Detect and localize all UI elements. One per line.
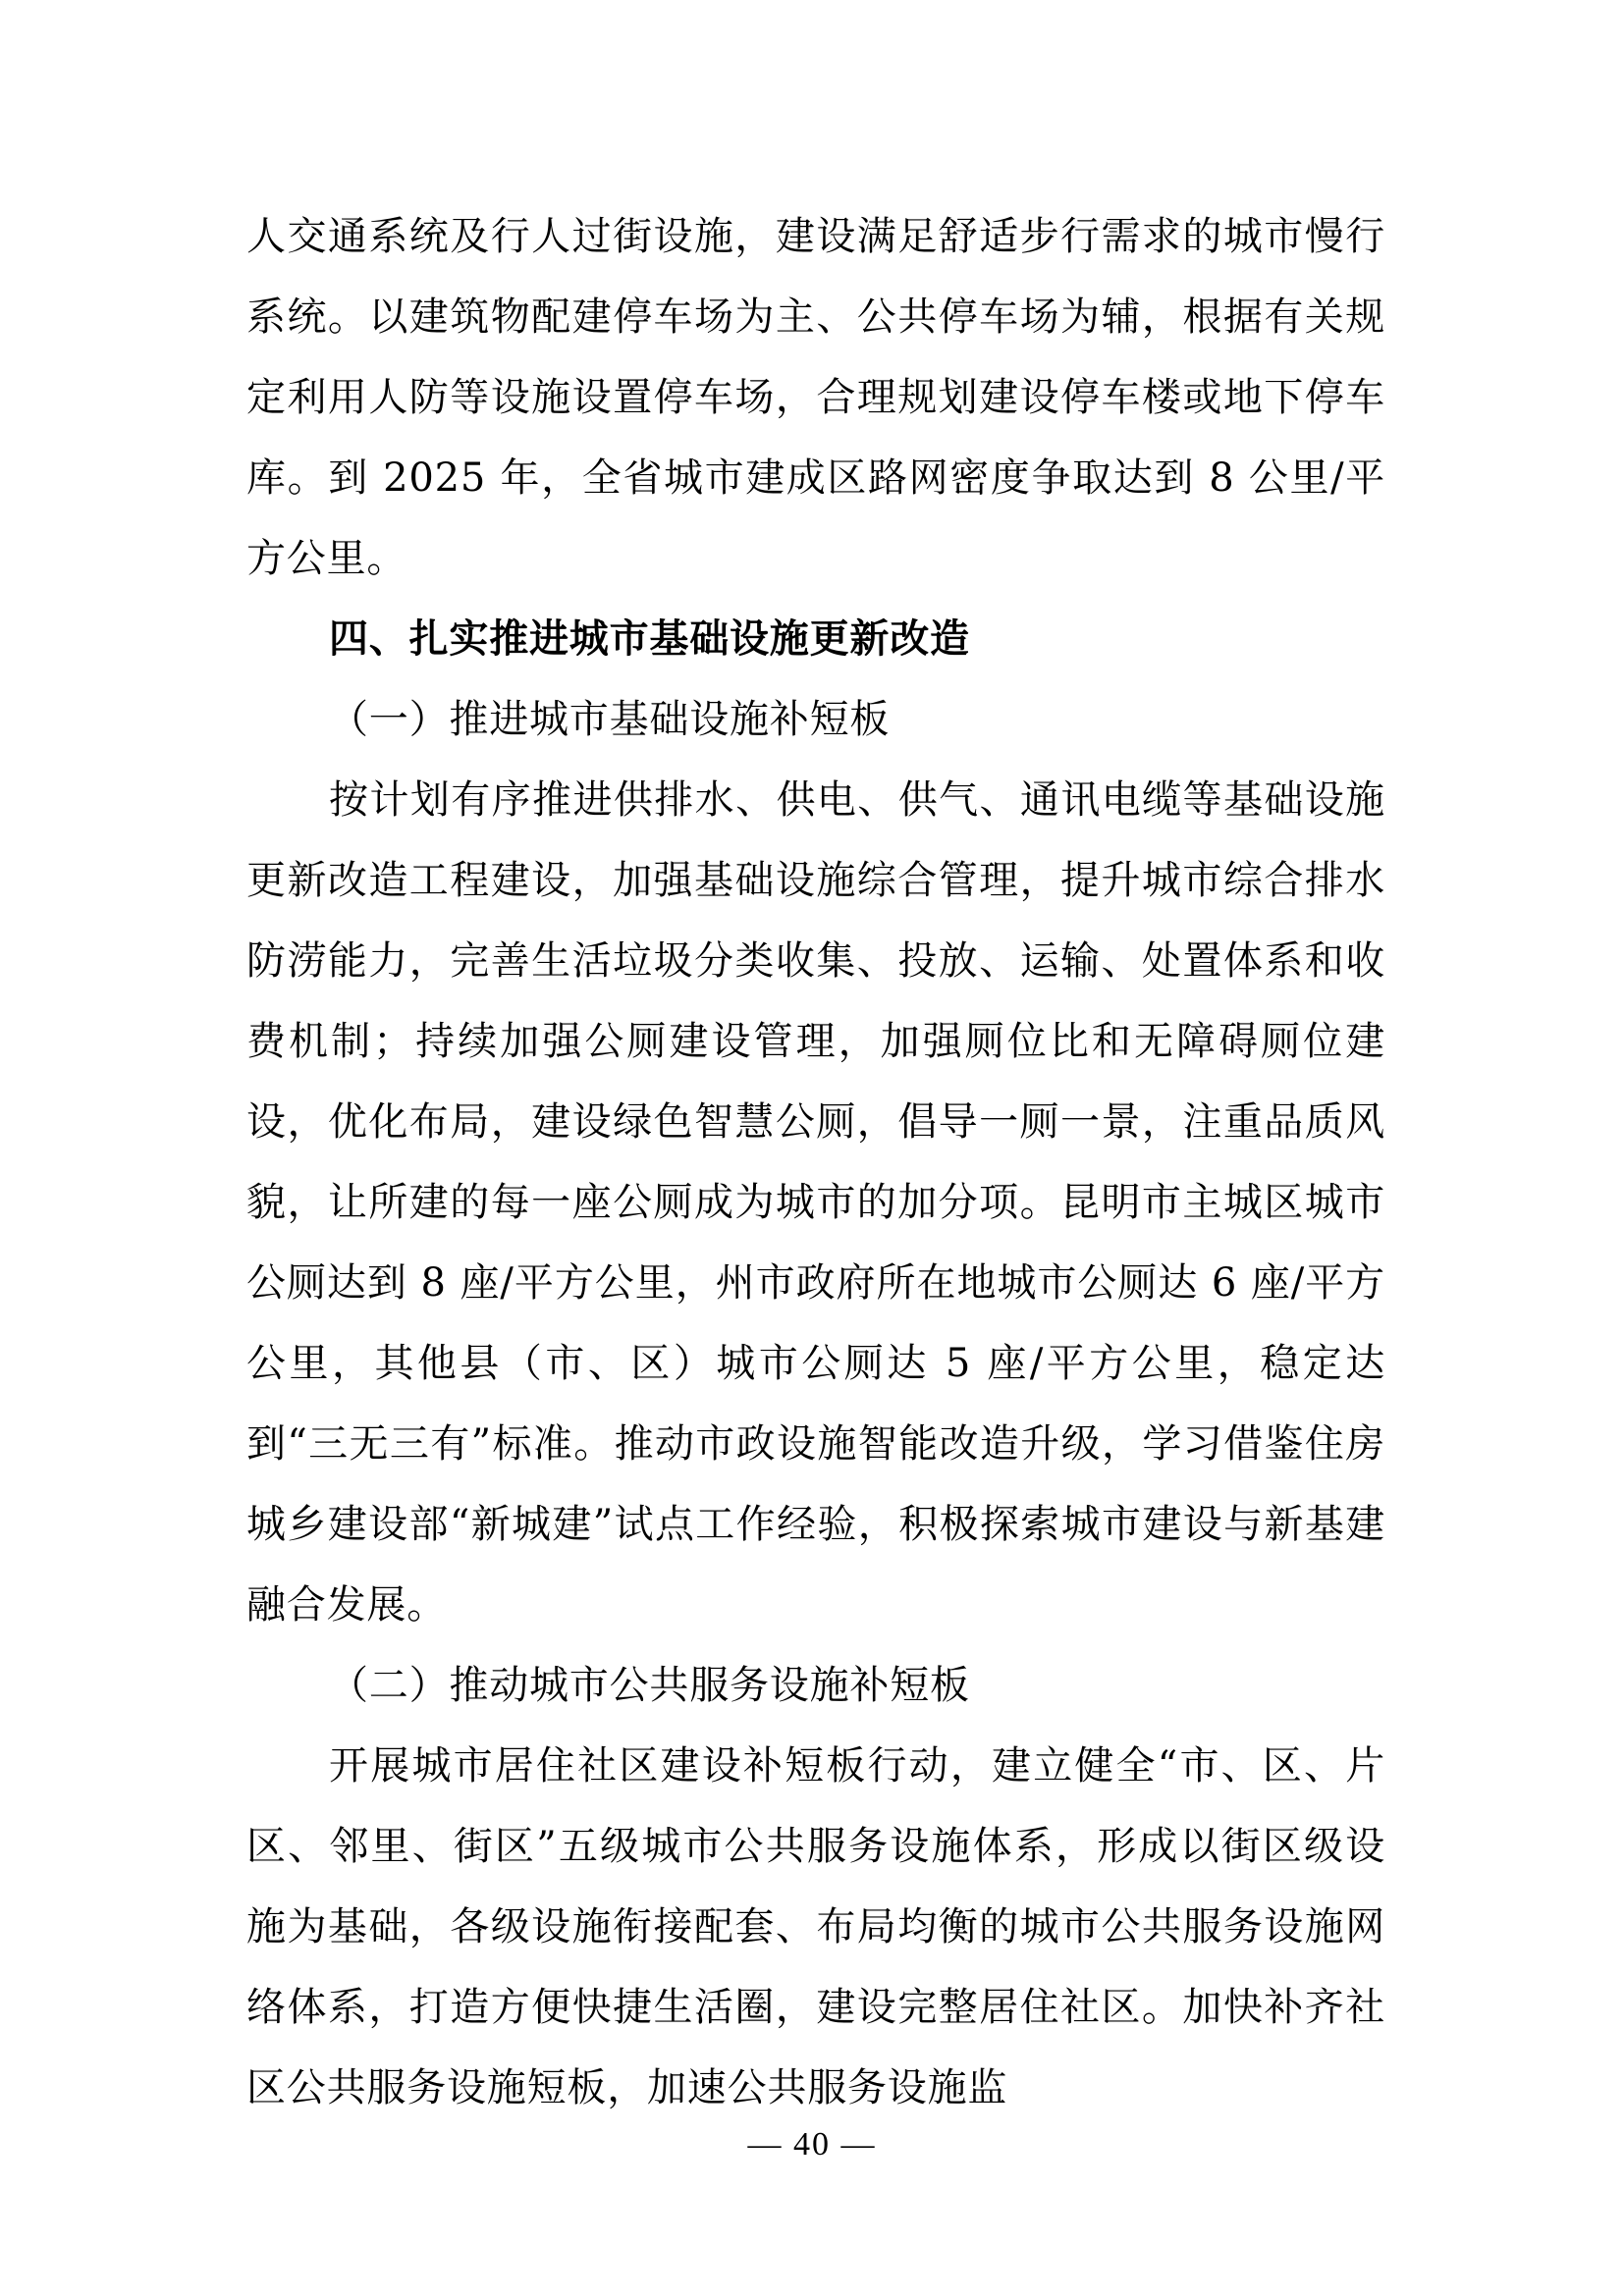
body-paragraph: 人交通系统及行人过街设施，建设满足舒适步行需求的城市慢行系统。以建筑物配建停车场为主、公共停车场为辅，根据有关规定利用人防等设施设置停车场，合理规划建设停车楼或地下停车库。到 2025 年，全省城市建成区路网密度争取达到 8 公里/平方公里。: [246, 214, 1385, 581]
body-paragraph: 开展城市居住社区建设补短板行动，建立健全“市、区、片区、邻里、街区”五级城市公共服务设施体系，形成以街区级设施为基础，各级设施衔接配套、布局均衡的城市公共服务设施网络体系，打造方便快捷生活圈，建设完整居住社区。加快补齐社区公共服务设施短板，加速公共服务设施监: [246, 1743, 1385, 2110]
subsection-heading: （一）推进城市基础设施补短板: [329, 697, 891, 742]
section-heading: 四、扎实推进城市基础设施更新改造: [329, 616, 970, 662]
document-body: [246, 196, 1385, 2128]
body-paragraph: 按计划有序推进供排水、供电、供气、通讯电缆等基础设施更新改造工程建设，加强基础设施综合管理，提升城市综合排水防涝能力，完善生活垃圾分类收集、投放、运输、处置体系和收费机制；持续加强公厕建设管理，加强厕位比和无障碍厕位建设，优化布局，建设绿色智慧公厕，倡导一厕一景，注重品质风貌，让所建的每一座公厕成为城市的加分项。昆明市主城区城市公厕达到 8 座/平方公里，州市政府所在地城市公厕达 6 座/平方公里，其他县（市、区）城市公厕达 5 座/平方公里，稳定达到“三无三有”标准。推动市政设施智能改造升级，学习借鉴住房城乡建设部“新城建”试点工作经验，积极探索城市建设与新基建融合发展。: [246, 777, 1385, 1628]
page-number: — 40 —: [747, 2126, 877, 2163]
subsection-heading: （二）推动城市公共服务设施补短板: [329, 1663, 970, 1708]
